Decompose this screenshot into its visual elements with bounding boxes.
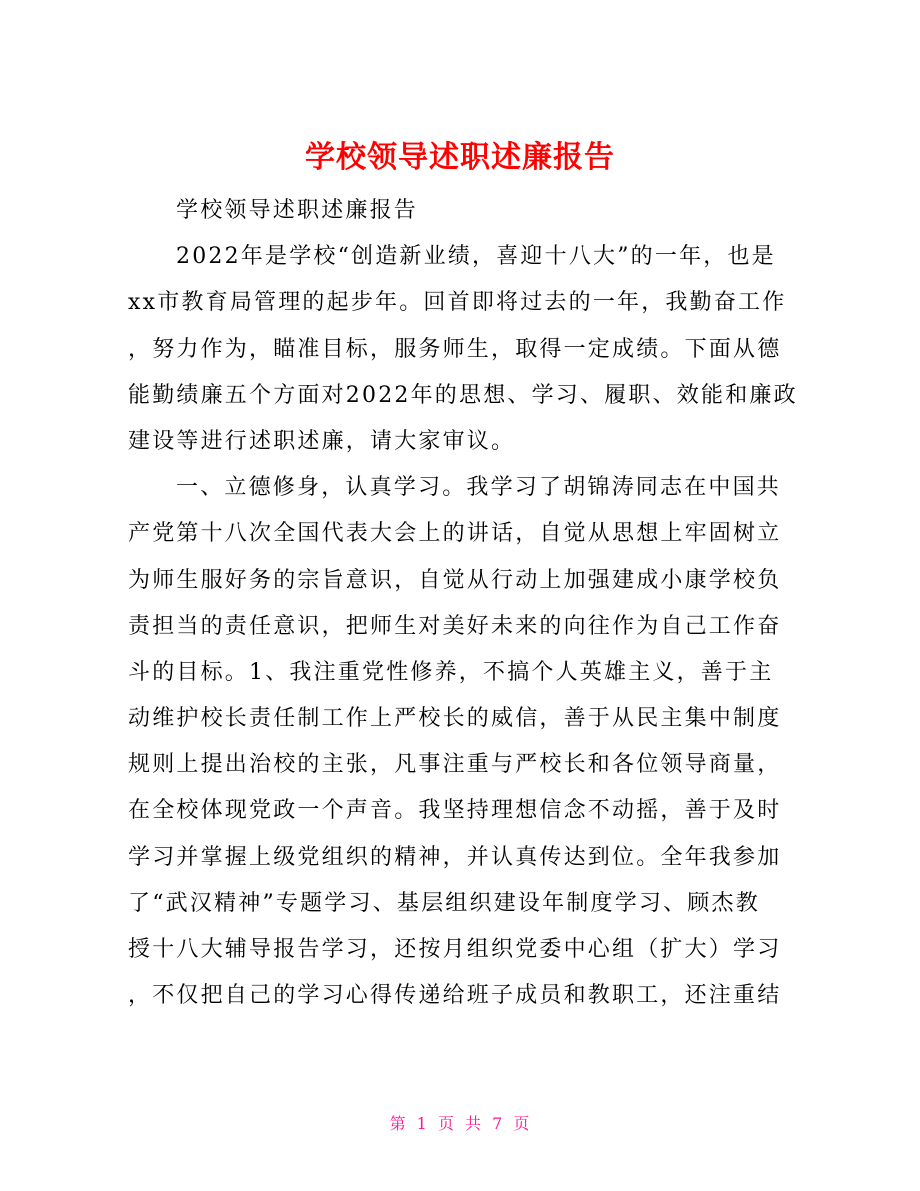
body-line: 一、立德修身，认真学习。我学习了胡锦涛同志在中国共 [176, 475, 782, 501]
body-line: 为师生服好务的宗旨意识，自觉从行动上加强建成小康学校负 [128, 567, 782, 593]
body-line: 授十八大辅导报告学习，还按月组织党委中心组（扩大）学习 [128, 937, 782, 962]
body-line: 产党第十八次全国代表大会上的讲话，自觉从思想上牢固树立 [128, 521, 782, 547]
body-line: 学校领导述职述廉报告 [176, 198, 419, 223]
body-line: 斗的目标。1、我注重党性修养，不搞个人英雄主义，善于主 [128, 659, 774, 685]
body-line: 在全校体现党政一个声音。我坚持理想信念不动摇，善于及时 [128, 798, 782, 824]
body-line: 学习并掌握上级党组织的精神，并认真传达到位。全年我参加 [128, 844, 782, 870]
document-title: 学校领导述职述廉报告 [305, 140, 615, 176]
body-line: 规则上提出治校的主张，凡事注重与严校长和各位领导商量， [128, 752, 782, 778]
body-line: ，努力作为，瞄准目标，服务师生，取得一定成绩。下面从德 [128, 336, 782, 362]
document-body [128, 188, 796, 1019]
body-line: 2022年是学校“创造新业绩，喜迎十八大”的一年，也是 [176, 244, 776, 270]
body-line: 能勤绩廉五个方面对2022年的思想、学习、履职、效能和廉政 [128, 382, 798, 408]
body-line: 责担当的责任意识，把师生对美好未来的向往作为自己工作奋 [128, 613, 782, 639]
body-line: 了“武汉精神”专题学习、基层组织建设年制度学习、顾杰教 [128, 890, 760, 916]
body-line: 动维护校长责任制工作上严校长的威信，善于从民主集中制度 [128, 706, 782, 732]
body-line: ，不仅把自己的学习心得传递给班子成员和教职工，还注重结 [128, 983, 782, 1009]
body-line: 建设等进行述职述廉，请大家审议。 [128, 428, 516, 454]
body-line: xx市教育局管理的起步年。回首即将过去的一年，我勤奋工作 [128, 290, 787, 316]
page-number-footer: 第 1 页 共 7 页 [389, 1114, 531, 1133]
